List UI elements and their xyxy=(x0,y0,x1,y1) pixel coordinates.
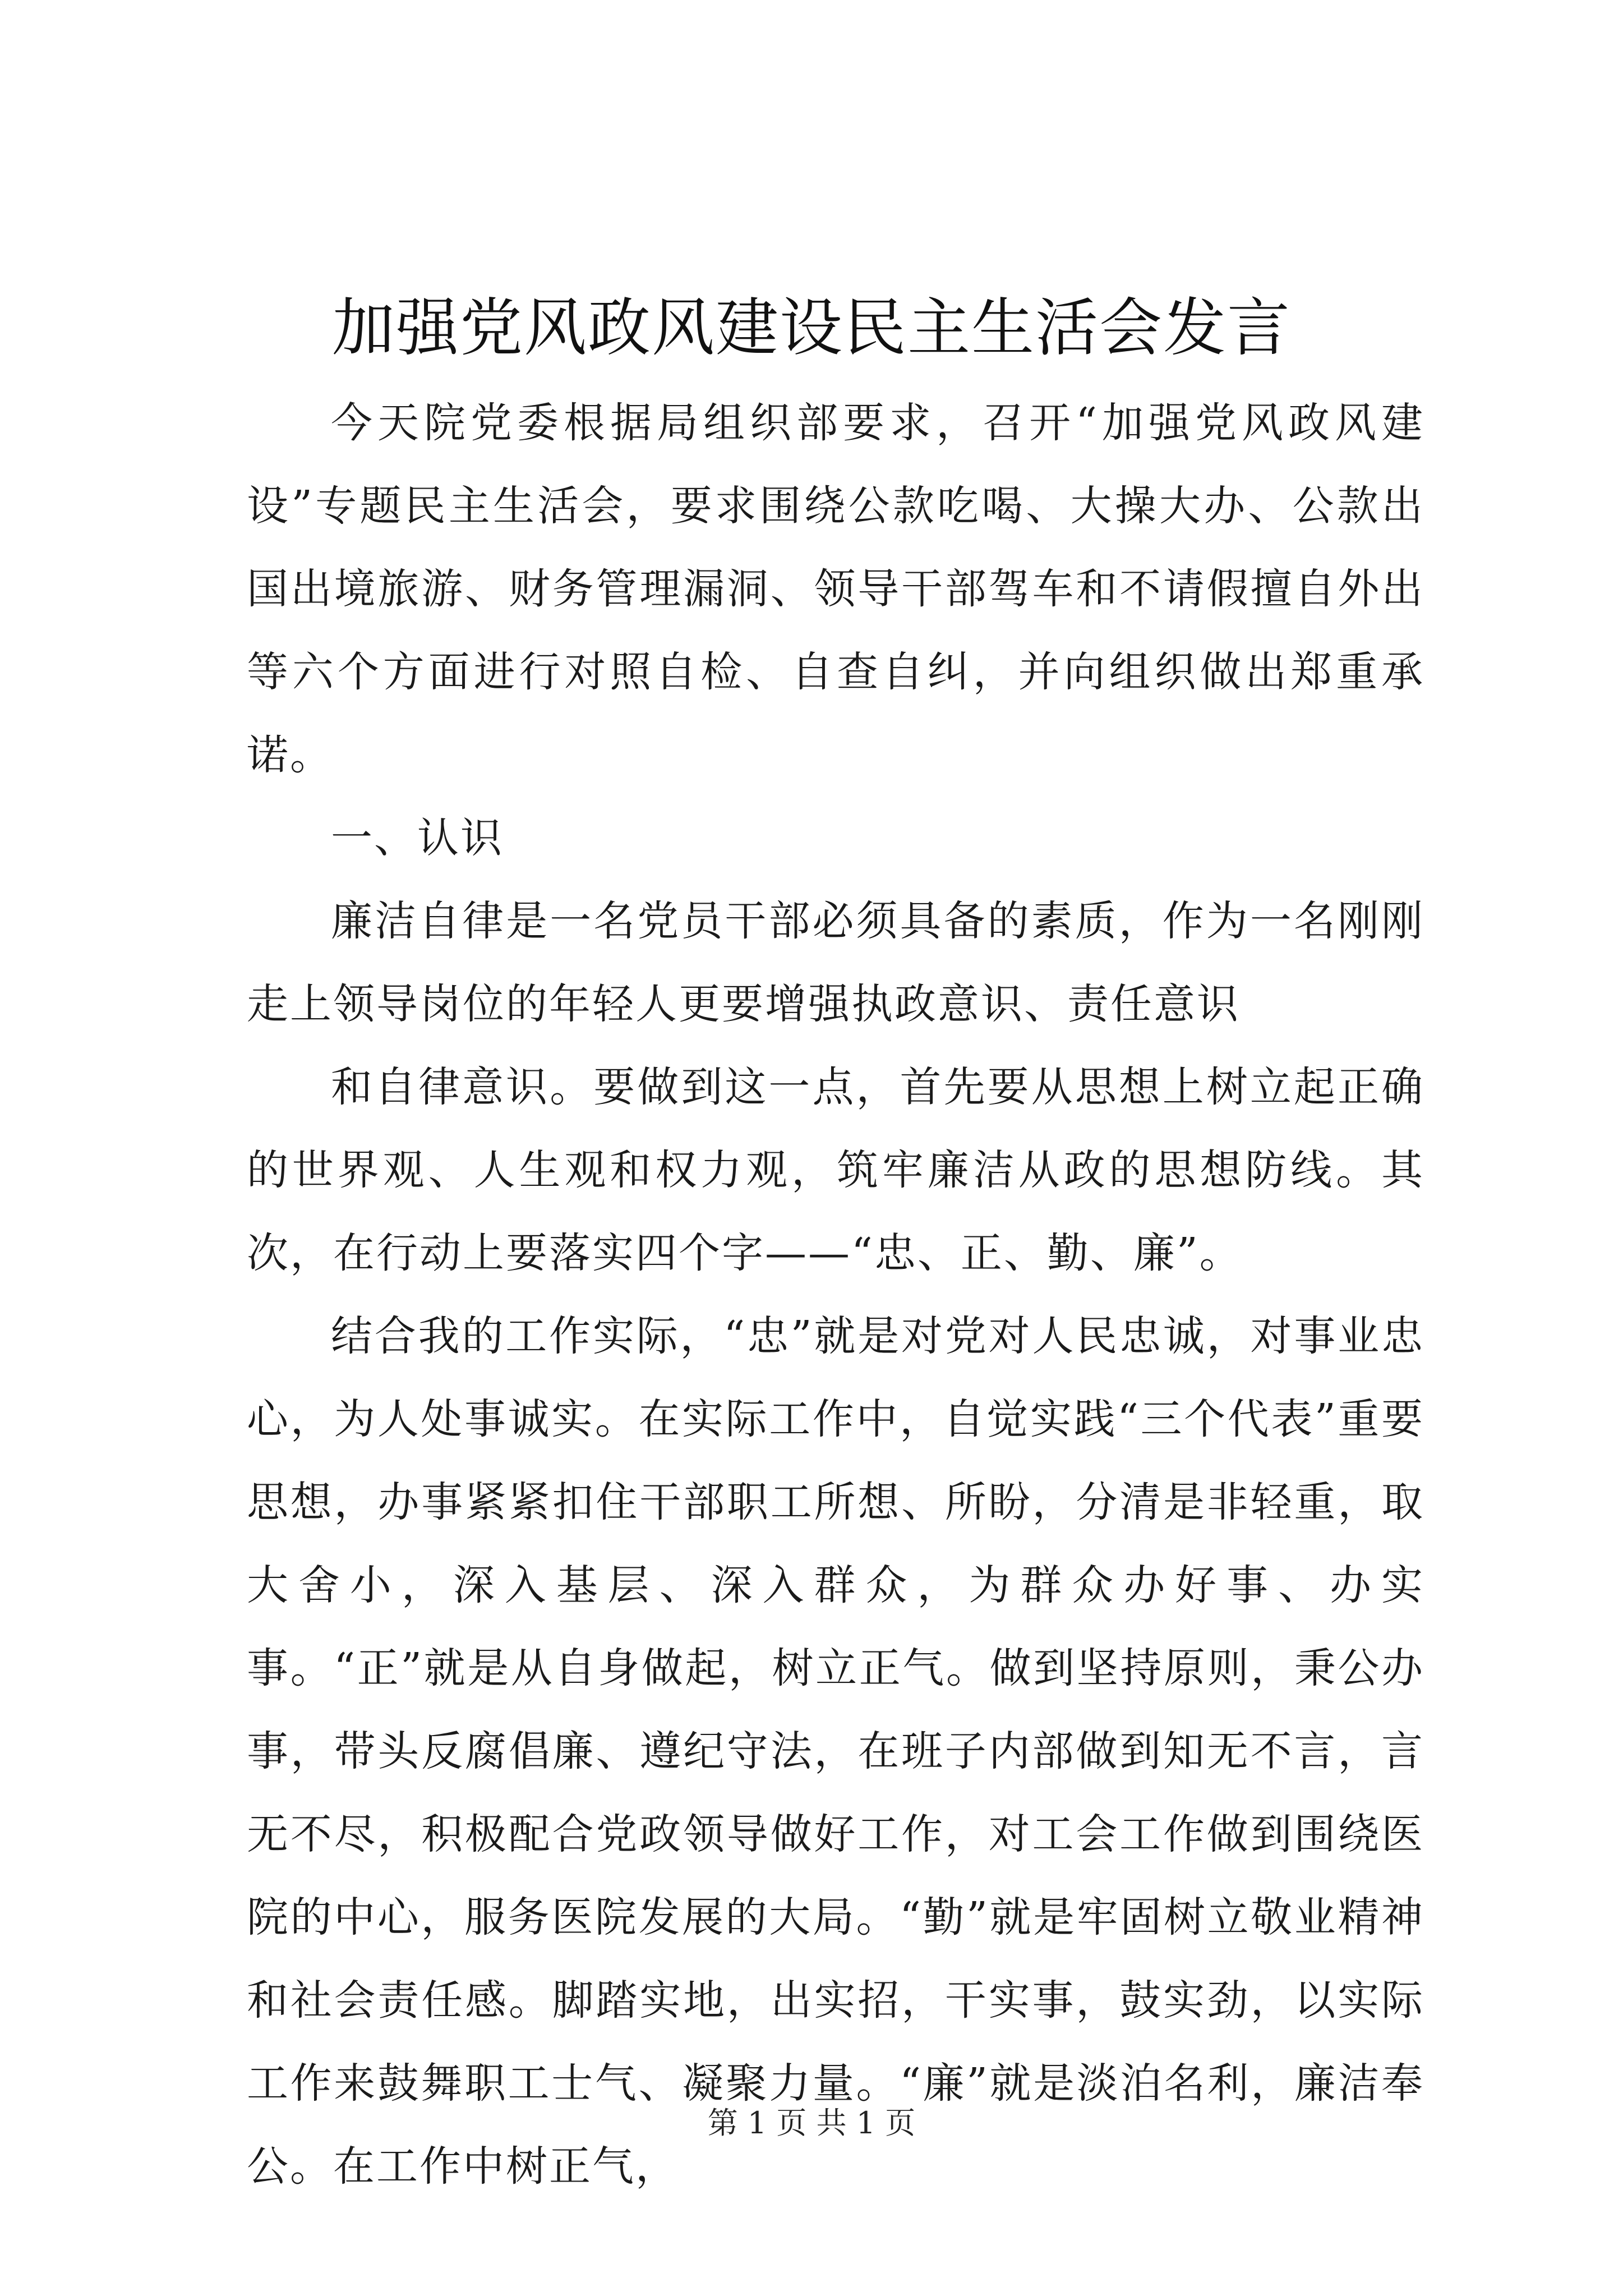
document-title: 加强党风政风建设民主生活会发言 xyxy=(332,292,1291,365)
section-heading-awareness: 一、认识 xyxy=(331,814,504,862)
paragraph-worldview: 和自律意识。要做到这一点，首先要从思想上树立起正确的世界观、人生观和权力观，筑牢廉洁从政的思想防线。其次，在行动上要落实四个字——“忠、正、勤、廉”。 xyxy=(247,1063,1424,1277)
page-footer: 第 1 页 共 1 页 xyxy=(707,2105,916,2141)
paragraph-four-words: 结合我的工作实际，“忠”就是对党对人民忠诚，对事业忠心，为人处事诚实。在实际工作中，自觉实践“三个代表”重要思想，办事紧紧扣住干部职工所想、所盼，分清是非轻重，取大舍小，深入基层、深入群众，为群众办好事、办实事。“正”就是从自身做起，树立正气。做到坚持原则，秉公办事，带头反腐倡廉、遵纪守法，在班子内部做到知无不言，言无不尽，积极配合党政领导做好工作，对工会工作做到围绕医院的中心，服务医院发展的大局。“勤”就是牢固树立敬业精神和社会责任感。脚踏实地，出实招，干实事，鼓实劲，以实际工作来鼓舞职工士气、凝聚力量。“廉”就是淡泊名利，廉洁奉公。在工作中树正气， xyxy=(247,1312,1424,2191)
paragraph-self-discipline: 廉洁自律是一名党员干部必须具备的素质，作为一名刚刚走上领导岗位的年轻人更要增强执政意识、责任意识 xyxy=(247,897,1424,1028)
document-body xyxy=(247,381,1424,2208)
paragraph-intro: 今天院党委根据局组织部要求，召开“加强党风政风建设”专题民主生活会，要求围绕公款吃喝、大操大办、公款出国出境旅游、财务管理漏洞、领导干部驾车和不请假擅自外出等六个方面进行对照自检、自查自纠，并向组织做出郑重承诺。 xyxy=(247,399,1424,779)
